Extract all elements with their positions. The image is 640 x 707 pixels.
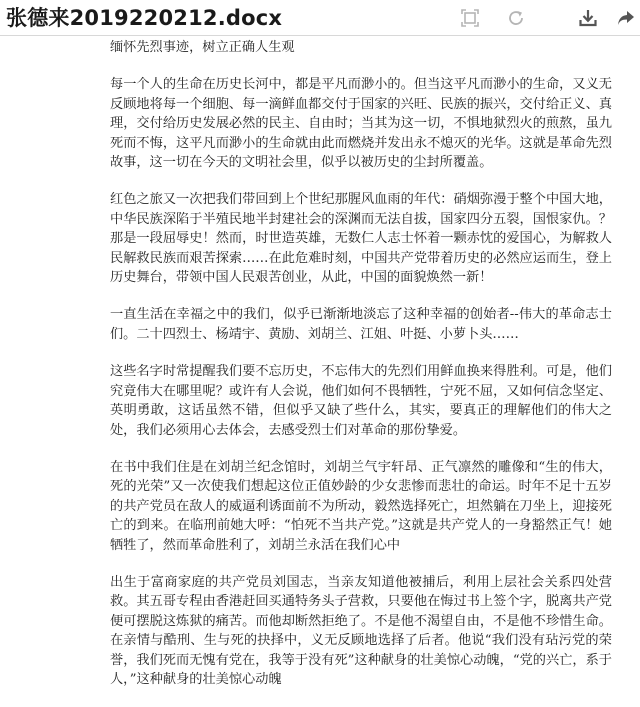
document-body — [110, 36, 612, 707]
document-paragraph: 一直生活在幸福之中的我们，似乎已渐渐地淡忘了这种幸福的创始者--伟大的革命志士们。二十四烈士、杨靖宇、黄励、刘胡兰、江姐、叶挺、小萝卜头…… — [110, 307, 612, 342]
fullscreen-icon — [460, 8, 480, 28]
document-page — [0, 36, 640, 687]
document-paragraph: 每一个人的生命在历史长河中，都是平凡而渺小的。但当这平凡而渺小的生命，又义无反顾地将每一个细胞、每一滴鲜血都交付于国家的兴旺、民族的振兴，交付给正义、真理，交付给历史发展必然的民主、自由时；当其为这一切，不惧地狱烈火的煎熬，虽九死而不悔，这平凡而渺小的生命就由此而燃烧并发出永不熄灭的光华。这就是革命先烈故事，这一切在今天的文明社会里，似乎以被历史的尘封所覆盖。 — [110, 77, 612, 171]
fullscreen-button[interactable] — [458, 6, 482, 30]
document-paragraph: 在书中我们住是在刘胡兰纪念馆时，刘胡兰气宇轩昂、正气凛然的雕像和“生的伟大，死的光荣”又一次使我们想起这位正值妙龄的少女悲惨而悲壮的命运。时年不足十五岁的共产党员在敌人的威逼利诱面前不为所动，毅然选择死亡，坦然躺在刀坐上，迎接死亡的到来。在临刑前她大呼：“怕死不当共产党。”这就是共产党人的一身豁然正气！她牺牲了，然而革命胜利了，刘胡兰永活在我们心中 — [110, 459, 612, 553]
download-icon — [578, 8, 598, 28]
rotate-icon — [506, 8, 526, 28]
document-paragraph: 这些名字时常提醒我们要不忘历史，不忘伟大的先烈们用鲜血换来得胜利。可是，他们究竟伟大在哪里呢？或许有人会说，他们如何不畏牺牲，宁死不屈，又如何信念坚定、英明勇敢，这话虽然不错，但似乎又缺了些什么，其实，要真正的理解他们的伟大之处，我们必须用心去体会，去感受烈士们对革命的那份挚爱。 — [110, 364, 612, 438]
download-button[interactable] — [576, 6, 600, 30]
document-title: 张德来2019220212.docx — [6, 6, 283, 30]
share-button[interactable] — [614, 6, 638, 30]
document-paragraph: 红色之旅又一次把我们带回到上个世纪那腥风血雨的年代：硝烟弥漫于整个中国大地，中华民族深陷于半殖民地半封建社会的深渊而无法自拔，国家四分五裂，国恨家仇。？那是一段屈辱史！然而，时世造英雄，无数仁人志士怀着一颗赤忱的爱国心，为解救人民解救民族而艰苦探索……在此危难时刻，中国共产党带着历史的必然应运而生，登上历史舞台，带领中国人民艰苦创业，从此，中国的面貌焕然一新！ — [110, 192, 612, 286]
share-icon — [616, 8, 636, 28]
document-paragraph: 缅怀先烈事迹，树立正确人生观 — [110, 40, 295, 55]
document-paragraph: 出生于富商家庭的共产党员刘国志，当亲友知道他被捕后，利用上层社会关系四处营救。其五哥专程由香港赶回买通特务头子营救，只要他在悔过书上签个字，脱离共产党便可摆脱这炼狱的痛苦。而他却断然拒绝了。不是他不渴望自由，不是他不珍惜生命。在亲情与酷刑、生与死的抉择中，义无反顾地选择了后者。他说“我们没有玷污党的荣誉，我们死而无愧有党在，我等于没有死”这种献身的壮美惊心动魄，“党的兴亡，系于人，”这种献身的壮美惊心动魄 — [110, 574, 612, 687]
toolbar — [0, 0, 640, 36]
rotate-button[interactable] — [504, 6, 528, 30]
